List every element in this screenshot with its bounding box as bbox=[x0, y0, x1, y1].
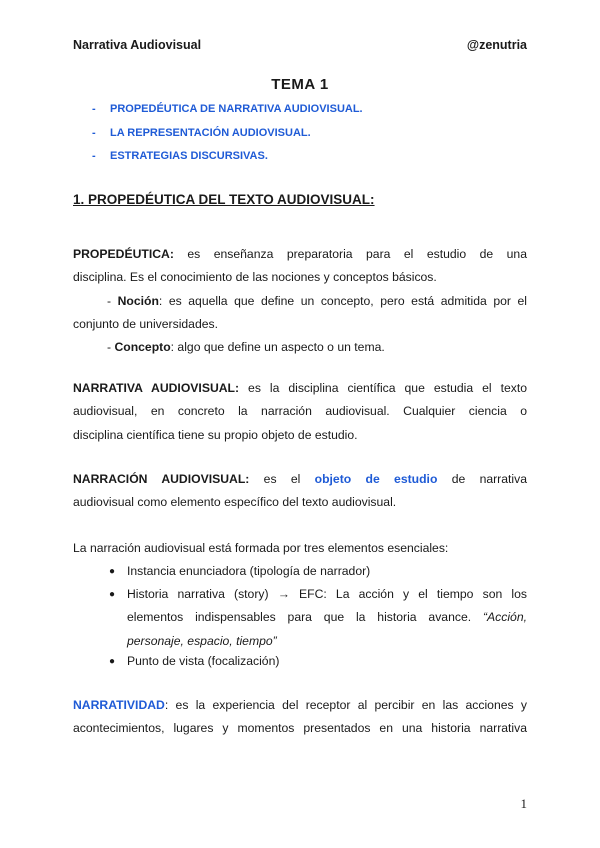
text-line: acontecimientos, lugares y momentos presentados en una historia narrativa bbox=[73, 721, 527, 736]
list-item bbox=[109, 560, 527, 583]
topic-label: ESTRATEGIAS DISCURSIVAS. bbox=[110, 150, 268, 162]
term-nocion: Noción bbox=[117, 293, 159, 308]
text-run: es enseñanza preparatoria para el estudio de una bbox=[173, 247, 527, 261]
list-item-text: Punto de vista (focalización) bbox=[127, 654, 280, 668]
text-line bbox=[73, 377, 527, 400]
dash-bullet: - bbox=[92, 150, 96, 162]
bullet-dot: ● bbox=[109, 656, 116, 667]
text-line: audiovisual, en concreto la narración audiovisual. Cualquier ciencia o bbox=[73, 404, 527, 419]
page-number: 1 bbox=[520, 796, 527, 811]
topic-item bbox=[92, 150, 363, 174]
text-line: Historia narrativa (story) → EFC: La acción y el tiempo son los bbox=[127, 587, 527, 601]
text-run: elementos indispensables para que la historia avance. bbox=[127, 610, 483, 625]
text-line: conjunto de universidades. bbox=[73, 316, 218, 331]
topic-item bbox=[92, 103, 363, 127]
text-line: audiovisual como elemento específico del texto audiovisual. bbox=[73, 495, 397, 510]
dash-bullet: - bbox=[92, 126, 96, 139]
highlight-objeto-estudio: objeto de estudio bbox=[314, 472, 438, 486]
list-item bbox=[109, 583, 527, 653]
text-line bbox=[73, 336, 527, 359]
text-line bbox=[127, 606, 527, 629]
text-line: disciplina. Es el conocimiento de las nociones y conceptos básicos. bbox=[73, 270, 437, 285]
term-narracion: NARRACIÓN AUDIOVISUAL: bbox=[73, 472, 250, 486]
quote-text: personaje, espacio, tiempo” bbox=[127, 633, 277, 648]
header-course-title: Narrativa Audiovisual bbox=[73, 38, 202, 52]
dash-bullet: - bbox=[107, 340, 115, 355]
text-run: : algo que define un aspecto o un tema. bbox=[170, 340, 385, 355]
bullet-dot: ● bbox=[109, 566, 116, 577]
dash-bullet: - bbox=[92, 103, 96, 115]
paragraph-propedeutica bbox=[73, 243, 527, 359]
text-run: : es la experiencia del receptor al percibir en las acciones y bbox=[164, 698, 527, 712]
text-run: de narrativa bbox=[437, 472, 527, 486]
text-line bbox=[73, 694, 527, 717]
text-run: : es aquella que define un concepto, pero está admitida por el bbox=[158, 293, 527, 308]
paragraph-narratividad bbox=[73, 694, 527, 741]
elements-intro: La narración audiovisual está formada por tres elementos esenciales: bbox=[73, 541, 449, 555]
list-item bbox=[109, 650, 527, 673]
page-header bbox=[73, 38, 527, 56]
topic-label: LA REPRESENTACIÓN AUDIOVISUAL. bbox=[110, 126, 311, 139]
term-propedeutica: PROPEDÉUTICA: bbox=[73, 247, 174, 261]
bullet-dot: ● bbox=[109, 589, 116, 600]
topic-list bbox=[92, 103, 363, 174]
topic-item bbox=[92, 127, 363, 151]
text-line: disciplina científica tiene su propio objeto de estudio. bbox=[73, 427, 358, 442]
topic-label: PROPEDÉUTICA DE NARRATIVA AUDIOVISUAL. bbox=[110, 103, 363, 115]
dash-bullet: - bbox=[107, 293, 118, 308]
term-concepto: Concepto bbox=[114, 340, 171, 355]
page-title: TEMA 1 bbox=[271, 76, 329, 93]
term-narratividad: NARRATIVIDAD bbox=[73, 698, 165, 712]
paragraph-narrativa bbox=[73, 377, 527, 447]
text-run: es la disciplina científica que estudia el texto bbox=[239, 381, 527, 395]
text-line bbox=[73, 290, 527, 313]
header-author: @zenutria bbox=[466, 38, 527, 52]
term-narrativa: NARRATIVA AUDIOVISUAL: bbox=[73, 381, 240, 395]
section-heading: 1. PROPEDÉUTICA DEL TEXTO AUDIOVISUAL: bbox=[73, 192, 375, 207]
quote-text: “Acción, bbox=[482, 610, 527, 625]
list-item-text: Instancia enunciadora (tipología de narrador) bbox=[127, 564, 371, 578]
text-line bbox=[73, 468, 527, 491]
text-run: es el bbox=[249, 472, 315, 486]
text-line bbox=[73, 243, 527, 266]
paragraph-narracion bbox=[73, 468, 527, 515]
